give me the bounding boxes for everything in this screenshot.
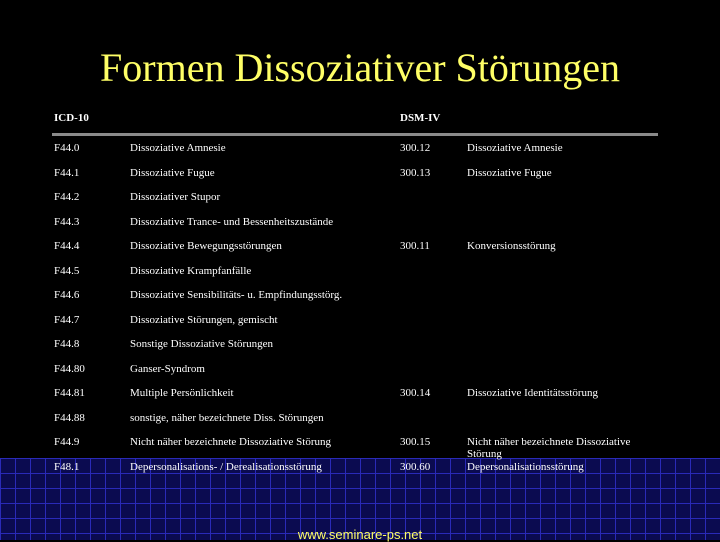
table-row bbox=[52, 381, 658, 406]
icd-code-cell: F44.4 bbox=[54, 240, 80, 252]
table-row bbox=[52, 332, 658, 357]
icd-code-cell: F44.0 bbox=[54, 142, 80, 154]
dsm-code-cell: 300.12 bbox=[400, 142, 431, 154]
icd-code-cell: F44.7 bbox=[54, 313, 80, 326]
icd-name-cell: Depersonalisations- / Derealisationsstörung bbox=[130, 460, 322, 473]
icd-name-cell: Dissoziative Fugue bbox=[130, 166, 215, 179]
dsm-name-cell: Nicht näher bezeichnete Dissoziative Störung bbox=[467, 436, 631, 460]
dsm-code-cell: 300.14 bbox=[400, 387, 431, 399]
icd-code-cell: F44.80 bbox=[54, 362, 85, 375]
table-row bbox=[52, 161, 658, 186]
table-header bbox=[52, 106, 658, 132]
icd-code-cell: F44.3 bbox=[54, 215, 80, 228]
table-row bbox=[52, 406, 658, 431]
table-row bbox=[52, 234, 658, 259]
header-dsm: DSM-IV bbox=[400, 112, 441, 124]
icd-name-cell: sonstige, näher bezeichnete Diss. Störungen bbox=[130, 411, 324, 424]
classification-table bbox=[52, 106, 658, 473]
table-row bbox=[52, 357, 658, 382]
table-row bbox=[52, 455, 658, 480]
header-icd: ICD-10 bbox=[54, 112, 89, 124]
icd-code-cell: F44.9 bbox=[54, 436, 80, 448]
table-body bbox=[52, 136, 658, 479]
dsm-name-cell: Dissoziative Fugue bbox=[467, 166, 552, 179]
icd-code-cell: F44.81 bbox=[54, 387, 85, 399]
dsm-code-cell: 300.13 bbox=[400, 166, 431, 179]
dsm-name-cell: Konversionsstörung bbox=[467, 240, 556, 252]
icd-name-cell: Multiple Persönlichkeit bbox=[130, 387, 234, 399]
dsm-name-cell: Dissoziative Identitätsstörung bbox=[467, 387, 599, 399]
icd-name-cell: Dissoziative Sensibilitäts- u. Empfindungsstörg. bbox=[130, 289, 343, 301]
icd-name-cell: Dissoziativer Stupor bbox=[130, 191, 221, 203]
table-row bbox=[52, 185, 658, 210]
icd-name-cell: Dissoziative Amnesie bbox=[130, 142, 226, 154]
dsm-name-cell: Dissoziative Amnesie bbox=[467, 142, 563, 154]
table-row bbox=[52, 283, 658, 308]
icd-code-cell: F44.6 bbox=[54, 289, 80, 301]
icd-name-cell: Nicht näher bezeichnete Dissoziative Störung bbox=[130, 436, 331, 448]
icd-code-cell: F44.8 bbox=[54, 338, 80, 350]
icd-code-cell: F44.88 bbox=[54, 411, 85, 424]
table-row bbox=[52, 136, 658, 161]
dsm-code-cell: 300.60 bbox=[400, 460, 431, 473]
icd-name-cell: Dissoziative Störungen, gemischt bbox=[130, 313, 278, 326]
table-row bbox=[52, 210, 658, 235]
icd-name-cell: Dissoziative Bewegungsstörungen bbox=[130, 240, 282, 252]
icd-code-cell: F44.1 bbox=[54, 166, 80, 179]
icd-name-cell: Dissoziative Trance- und Bessenheitszustände bbox=[130, 215, 334, 228]
dsm-name-cell: Depersonalisationsstörung bbox=[467, 460, 584, 473]
icd-code-cell: F44.2 bbox=[54, 191, 80, 203]
icd-name-cell: Dissoziative Krampfanfälle bbox=[130, 264, 252, 277]
icd-code-cell: F48.1 bbox=[54, 460, 80, 473]
dsm-code-cell: 300.15 bbox=[400, 436, 431, 448]
icd-code-cell: F44.5 bbox=[54, 264, 80, 277]
slide-title: Formen Dissoziativer Störungen bbox=[100, 45, 620, 90]
icd-name-cell: Ganser-Syndrom bbox=[130, 362, 205, 375]
dsm-code-cell: 300.11 bbox=[400, 240, 430, 252]
table-row bbox=[52, 308, 658, 333]
footer-url: www.seminare-ps.net bbox=[297, 527, 423, 542]
table-row bbox=[52, 259, 658, 284]
table-row bbox=[52, 430, 658, 460]
icd-name-cell: Sonstige Dissoziative Störungen bbox=[130, 338, 273, 350]
